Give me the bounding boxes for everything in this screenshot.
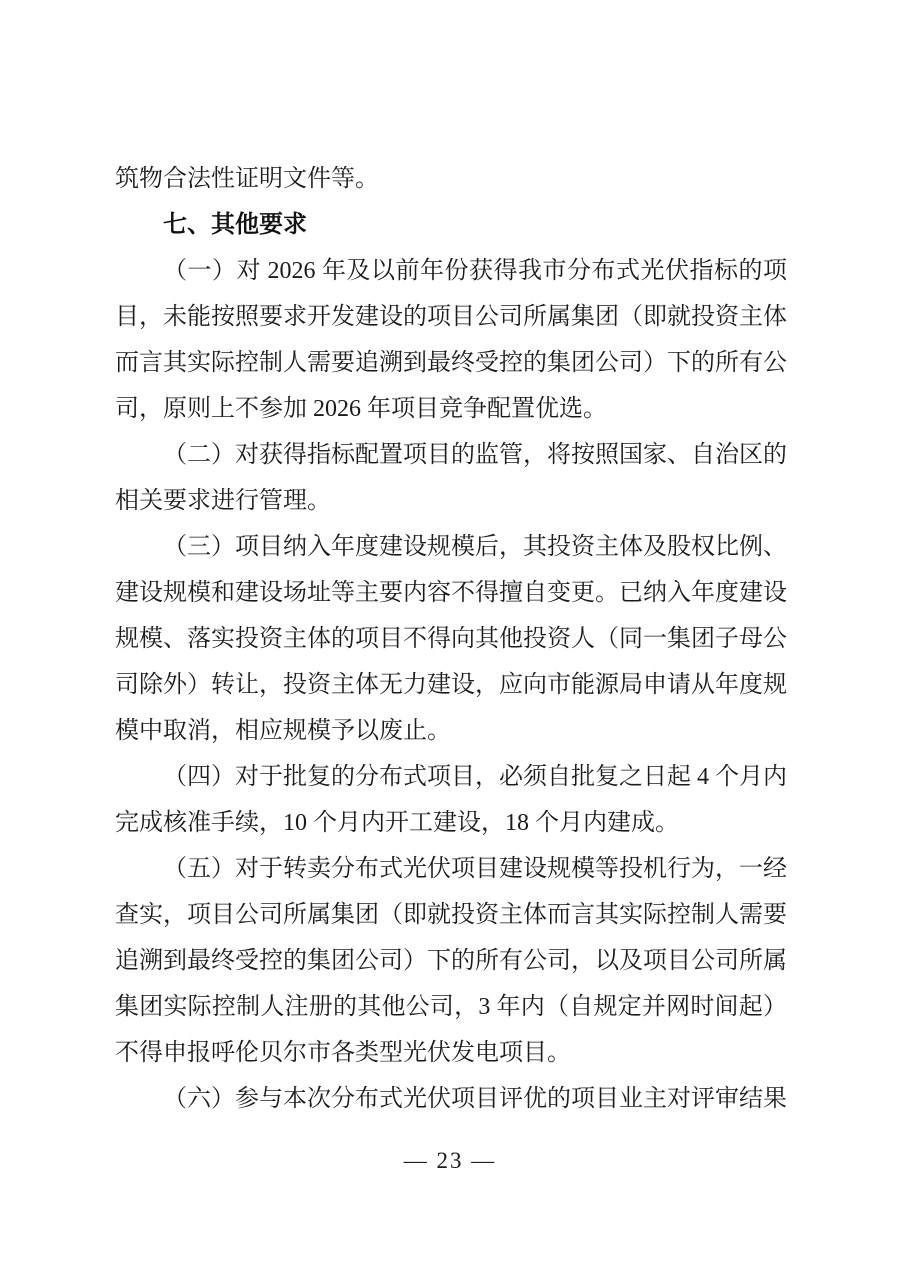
paragraph-item-6: （六）参与本次分布式光伏项目评优的项目业主对评审结果 (163, 1086, 787, 1112)
paragraph-item-3: （三）项目纳入年度建设规模后，其投资主体及股权比例、建设规模和建设场址等主要内容不得擅自变更。已纳入年度建设规模、落实投资主体的项目不得向其他投资人（同一集团子母公司除外）转让，投资主体无力建设，应向市能源局申请从年度规模中取消，相应规模予以废止。 (115, 534, 787, 744)
paragraph-item-1: （一）对 2026 年及以前年份获得我市分布式光伏指标的项目，未能按照要求开发建设的项目公司所属集团（即就投资主体而言其实际控制人需要追溯到最终受控的集团公司）下的所有公司，原则上不参加 2026 年项目竞争配置优选。 (115, 258, 787, 422)
paragraph-item-2: （二）对获得指标配置项目的监管，将按照国家、自治区的相关要求进行管理。 (115, 442, 787, 514)
section-heading-other-requirements: 七、其他要求 (163, 211, 307, 238)
page-number: — 23 — (403, 1148, 497, 1173)
paragraph-item-5: （五）对于转卖分布式光伏项目建设规模等投机行为，一经查实，项目公司所属集团（即就投资主体而言其实际控制人需要追溯到最终受控的集团公司）下的所有公司，以及项目公司所属集团实际控制人注册的其他公司，3 年内（自规定并网时间起）不得申报呼伦贝尔市各类型光伏发电项目。 (115, 856, 787, 1066)
document-body (115, 156, 787, 1122)
paragraph-continuation: 筑物合法性证明文件等。 (115, 166, 379, 192)
paragraph-item-4: （四）对于批复的分布式项目，必须自批复之日起 4 个月内完成核准手续，10 个月内开工建设，18 个月内建成。 (115, 764, 787, 836)
